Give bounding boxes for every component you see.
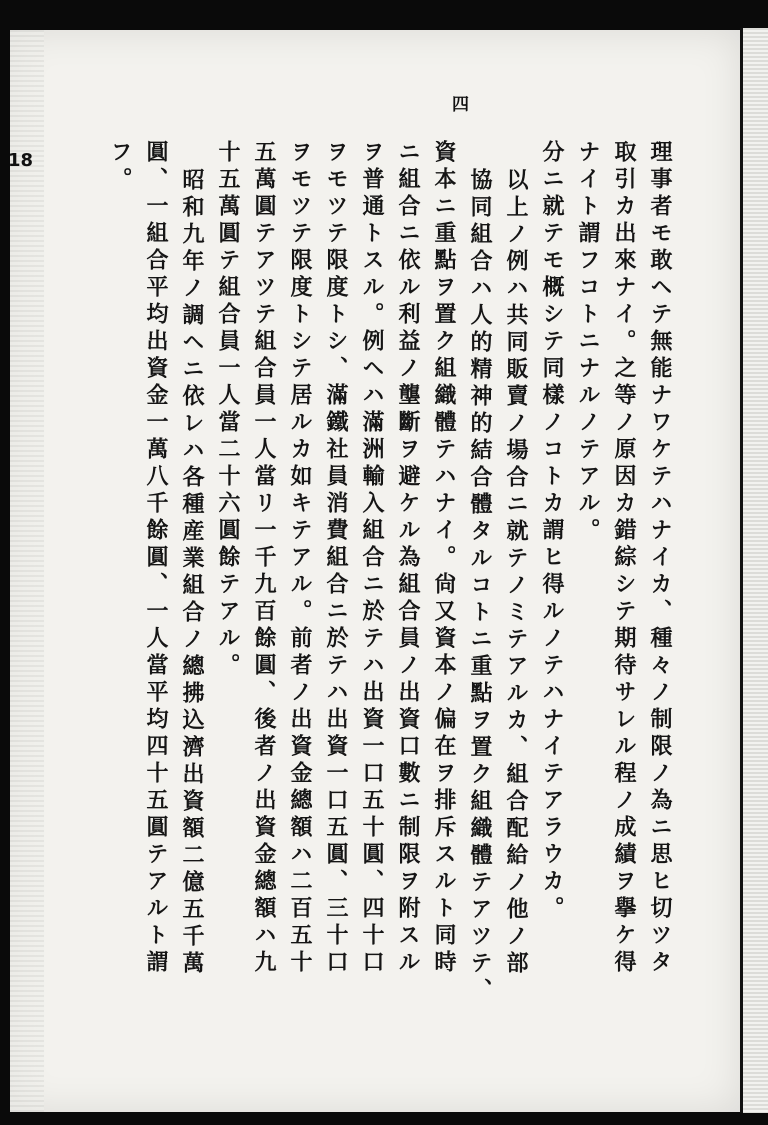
text-column: 昭和九年ノ調ヘニ依レハ各種産業組合ノ總拂込濟出資額二億五千萬 xyxy=(179,168,205,978)
page-gutter-line xyxy=(740,28,743,1113)
text-column: フ。 xyxy=(107,140,133,194)
text-column: ヲモツテ限度トシテ居ルカ如キテアル。前者ノ出資金總額ハ二百五十 xyxy=(287,140,313,977)
adjacent-page-edge xyxy=(740,28,768,1113)
text-column: 協同組合ハ人的精神的結合體タルコトニ重點ヲ置ク組織體テアツテ、 xyxy=(467,168,493,1005)
text-column: 分ニ就テモ概シテ同樣ノコトカ謂ヒ得ルノテハナイテアラウカ。 xyxy=(539,140,565,923)
page-number-kanji: 四 xyxy=(452,95,469,115)
text-column: 圓、一組合平均出資金一萬八千餘圓、一人當平均四十五圓テアルト謂 xyxy=(143,140,169,977)
text-column: ヲ普通トスル。例ヘハ滿洲輸入組合ニ於テハ出資一口五十圓、四十口 xyxy=(359,140,385,977)
text-column: ナイト謂フコトニナルノテアル。 xyxy=(575,140,601,545)
text-column: 資本ニ重點ヲ置ク組織體テハナイ。尙又資本ノ偏在ヲ排斥スルト同時 xyxy=(431,140,457,977)
text-column: 十五萬圓テ組合員一人當二十六圓餘テアル。 xyxy=(215,140,241,680)
text-column: 以上ノ例ハ共同販賣ノ場合ニ就テノミテアルカ、組合配給ノ他ノ部 xyxy=(503,168,529,978)
page-left-edge xyxy=(10,30,44,1112)
text-column: 取引カ出來ナイ。之等ノ原因カ錯綜シテ期待サレル程ノ成績ヲ擧ケ得 xyxy=(611,140,637,977)
text-column: ヲモツテ限度トシ、滿鐵社員消費組合ニ於テハ出資一口五圓、三十口 xyxy=(323,140,349,977)
text-column: ニ組合ニ依ル利益ノ壟斷ヲ避ケル為組合員ノ出資口數ニ制限ヲ附スル xyxy=(395,140,421,977)
text-column: 五萬圓テアツテ組合員一人當リ一千九百餘圓、後者ノ出資金總額ハ九 xyxy=(251,140,277,977)
page-number-arabic: 18 xyxy=(8,150,34,171)
text-column: 理事者モ敢ヘテ無能ナワケテハナイカ、種々ノ制限ノ為ニ思ヒ切ツタ xyxy=(647,140,673,977)
